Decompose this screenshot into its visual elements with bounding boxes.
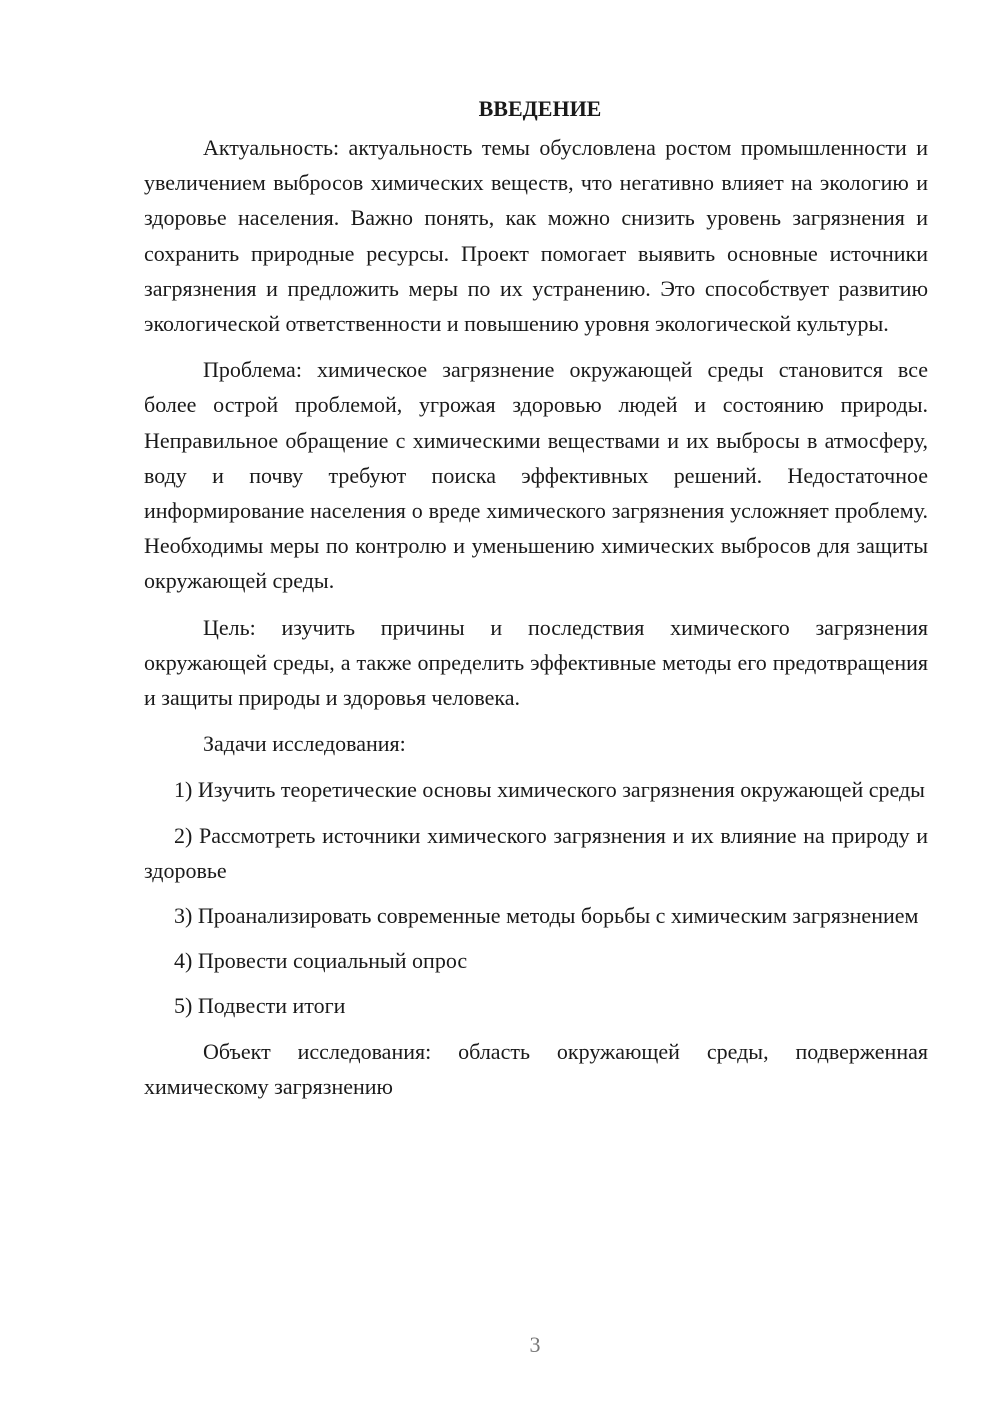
goal-paragraph: Цель: изучить причины и последствия химического загрязнения окружающей среды, а также определить эффективные методы его предотвращения и защиты природы и здоровья человека.: [144, 614, 928, 711]
task-item: 4) Провести социальный опрос: [174, 948, 468, 974]
task-item: 1) Изучить теоретические основы химического загрязнения окружающей среды: [174, 777, 925, 803]
tasks-title: Задачи исследования:: [203, 731, 406, 757]
task-item: 2) Рассмотреть источники химического загрязнения и их влияние на природу и здоровье: [144, 822, 928, 883]
problem-paragraph: Проблема: химическое загрязнение окружающей среды становится все более острой проблемой, угрожая здоровью людей и состоянию природы. Неправильное обращение с химическими веществами и их выбросы в атмосферу, воду и почву требуют поиска эффективных решений. Недостаточное информирование населения о вреде химического загрязнения усложняет проблему. Необходимы меры по контролю и уменьшению химических выбросов для защиты окружающей среды.: [144, 357, 928, 594]
object-paragraph: Объект исследования: область окружающей среды, подверженная химическому загрязнению: [144, 1038, 928, 1099]
relevance-paragraph: Актуальность: актуальность темы обусловлена ростом промышленности и увеличением выбросов химических веществ, что негативно влияет на экологию и здоровье населения. Важно понять, как можно снизить уровень загрязнения и сохранить природные ресурсы. Проект помогает выявить основные источники загрязнения и предложить меры по их устранению. Это способствует развитию экологической ответственности и повышению уровня экологической культуры.: [144, 135, 928, 337]
task-item: 3) Проанализировать современные методы борьбы с химическим загрязнением: [174, 903, 919, 929]
section-heading: ВВЕДЕНИЕ: [478, 96, 602, 121]
task-item: 5) Подвести итоги: [174, 993, 346, 1019]
document-page: [144, 90, 928, 1115]
page-number: 3: [529, 1332, 541, 1357]
